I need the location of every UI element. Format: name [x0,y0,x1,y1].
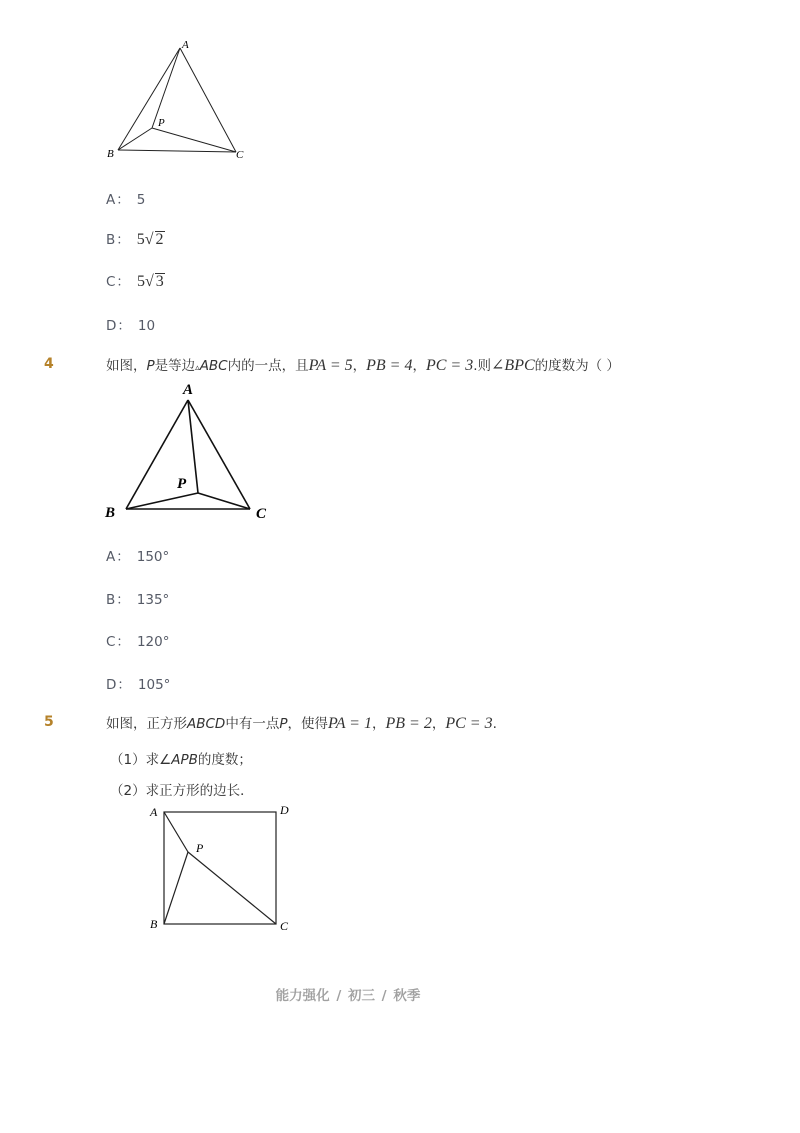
question-number-4: 4 [44,356,54,372]
question-5-text: 如图，正方形ABCD中有一点P，使得PA = 1，PB = 2，PC = 3. [106,715,497,732]
q4-option-d[interactable]: D： 105° [106,677,171,693]
q5-label-p: P [196,841,204,855]
q5-figure [140,800,300,936]
q3-label-c: C [236,149,244,161]
q3-label-a: A [182,39,189,51]
q4-figure [100,378,280,526]
question-4-text: 如图，P是等边▵ABC内的一点，且PA = 5，PB = 4，PC = 3.则∠BPC的度数为（ ） [106,357,620,374]
q3-option-c[interactable]: C： 5√ 3 [106,273,164,290]
q3-option-b[interactable]: B： 5√ 2 [106,231,164,248]
q4-label-a: A [183,382,194,398]
q3-label-p: P [158,117,165,129]
q4-option-c[interactable]: C： 120° [106,634,170,650]
q4-label-c: C [256,506,267,522]
question-number-5: 5 [44,714,54,730]
q3-label-b: B [107,148,114,160]
triangle-symbol: ▵ [195,363,200,373]
q5-label-d: D [280,803,289,817]
q3-option-a[interactable]: A： 5 [106,192,146,208]
q4-option-b[interactable]: B： 135° [106,592,170,608]
q3-figure [100,36,260,166]
question-5-part-1: （1）求∠APB的度数； [110,752,252,768]
q4-option-a[interactable]: A： 150° [106,549,170,565]
page-footer: 能力强化 / 初三 / 秋季 [275,988,421,1004]
q5-label-a: A [150,805,158,819]
question-5-part-2: （2）求正方形的边长． [110,783,254,799]
q4-label-p: P [177,476,187,492]
q3-option-d[interactable]: D： 10 [106,318,156,334]
sqrt-symbol: √ [144,231,154,248]
q5-label-b: B [150,917,158,931]
q4-label-b: B [105,505,116,521]
sqrt-symbol: √ [144,273,154,290]
q5-label-c: C [280,919,289,933]
